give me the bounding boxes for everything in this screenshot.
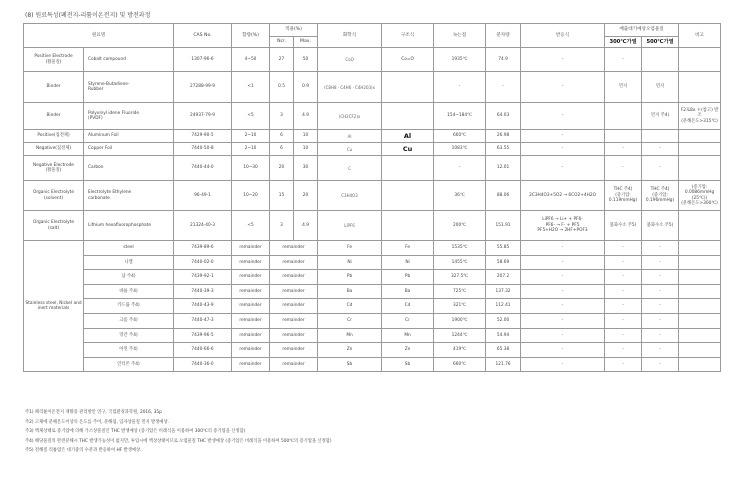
formula-cell: Ba [318,284,382,299]
name-cell: Carbon [84,156,174,181]
formula-cell: (C8H8 · C4H6 · C4H203)x [318,72,382,103]
header-melting: 녹는점 [434,24,486,48]
mw-cell: 207.2 [486,270,521,285]
cas-cell: 7440-50-8 [174,143,232,156]
min-cell: 15 [270,181,294,211]
content-cell: remainder [232,313,270,328]
cas-cell: 7439-96-5 [174,328,232,343]
mw-cell: 58.69 [486,255,521,270]
table-row [24,328,721,343]
reaction-cell: - [521,284,605,299]
gas-300-cell: - [605,48,642,72]
formula-cell: Al [318,130,382,143]
structure-cell [382,72,434,103]
reaction-cell: - [521,255,605,270]
remark-cell [679,284,721,299]
melting-cell: 725℃ [434,284,486,299]
category-cell: Positive(집전체) [24,130,84,143]
content-cell: remainder [232,241,270,256]
range-cell: remainder [270,270,318,285]
mw-cell: 74.9 [486,48,521,72]
structure-cell: Ba [382,284,434,299]
range-cell: remainder [270,255,318,270]
reaction-cell: - [521,130,605,143]
gas-300-cell: - [605,156,642,181]
gas-300-cell [605,130,642,143]
gas-300-cell: - [605,255,642,270]
name-cell: Styrene-Butadiene- Rubber [84,72,174,103]
remark-cell [679,48,721,72]
footnotes [25,408,332,456]
melting-cell: 660℃ [434,357,486,372]
gas-500-cell: - [642,241,679,256]
melting-cell: 1083℃ [434,143,486,156]
table-row [24,313,721,328]
max-cell: 20 [294,181,318,211]
content-cell: remainder [232,357,270,372]
range-cell: remainder [270,241,318,256]
melting-cell: 1900℃ [434,313,486,328]
table-row [24,255,721,270]
mw-cell: 88.06 [486,181,521,211]
formula-cell: (CH2CF2)x [318,103,382,130]
content-cell: 2~10 [232,130,270,143]
structure-cell: Cr [382,313,434,328]
content-cell: remainder [232,270,270,285]
name-cell: steel [84,241,174,256]
reaction-cell: - [521,143,605,156]
table-row [24,211,721,241]
formula-cell: Cu [318,143,382,156]
gas-300-cell: - [605,357,642,372]
cas-cell: 7429-90-5 [174,130,232,143]
category-cell: Organic Electrolyte (solvent) [24,181,84,211]
range-cell: remainder [270,357,318,372]
content-cell: remainder [232,343,270,358]
remark-cell [679,299,721,314]
reaction-cell: - [521,313,605,328]
header-content: 함량(%) [232,24,270,48]
structure-cell: Mn [382,328,434,343]
category-cell: Negative Electrode (활물질) [24,156,84,181]
table-row [24,130,721,143]
content-cell: <5 [232,103,270,130]
name-cell: Copper Foil [84,143,174,156]
gas-500-cell: - [642,284,679,299]
reaction-cell: - [521,103,605,130]
footnote: 주2) 고체에 분해온도이상의 온도를 주어, 분해됨, 입자상물질 먼지 발생예상. [25,419,169,425]
gas-500-cell: - [642,313,679,328]
category-cell: Organic Electrolyte (salt) [24,211,84,241]
gas-300-cell: - [605,241,642,256]
gas-300-cell: 먼지 [605,72,642,103]
melting-cell: 1935℃ [434,48,486,72]
structure-cell: Fe [382,241,434,256]
header-max: Max. [294,37,318,48]
gas-500-cell: - [642,270,679,285]
melting-cell: - [434,72,486,103]
content-cell: 10~30 [232,156,270,181]
mw-cell: 121.76 [486,357,521,372]
reaction-cell: - [521,270,605,285]
category-cell: Positive Electrode (활물질) [24,48,84,72]
structure-cell: Cd [382,299,434,314]
name-cell: 망간 주4) [84,328,174,343]
remark-cell [679,130,721,143]
formula-cell: Cd [318,299,382,314]
gas-300-cell: 불화수소 주5) [605,211,642,241]
mw-cell: 55.85 [486,241,521,256]
reaction-cell: - [521,72,605,103]
melting-cell: 1535℃ [434,241,486,256]
table-row [24,156,721,181]
table-row [24,103,721,130]
cas-cell: 96-49-1 [174,181,232,211]
table-row [24,48,721,72]
max-cell: 4.9 [294,103,318,130]
category-cell: Binder [24,72,84,103]
max-cell: 50 [294,48,318,72]
formula-cell: Sb [318,357,382,372]
remark-cell [679,328,721,343]
melting-cell: 327.5℃ [434,270,486,285]
cas-cell: 7440-43-9 [174,299,232,314]
range-cell: remainder [270,313,318,328]
gas-500-cell: - [642,343,679,358]
gas-500-cell: THC 주4) (증기압: 0.196mmHg) [642,181,679,211]
gas-500-cell: - [642,299,679,314]
reaction-cell: LiPF6 → Li+ + PF6- PF6- → F- + PF5 PF5+H2O → 2HF+POF3 [521,211,605,241]
reaction-cell: - [521,343,605,358]
range-cell: remainder [270,284,318,299]
content-cell: 10~20 [232,181,270,211]
material-properties-table [23,23,721,372]
gas-300-cell: - [605,343,642,358]
remark-cell [679,72,721,103]
range-cell: remainder [270,328,318,343]
table-body [24,48,721,372]
name-cell: 니켈 [84,255,174,270]
name-cell: 아연 주4) [84,343,174,358]
name-cell: Cobalt compound [84,48,174,72]
mw-cell: - [486,72,521,103]
gas-500-cell: - [642,143,679,156]
remark-cell [679,357,721,372]
formula-cell: LiPF6 [318,211,382,241]
range-cell: remainder [270,343,318,358]
content-cell: remainder [232,328,270,343]
table-row [24,143,721,156]
reaction-cell: - [521,156,605,181]
min-cell: 6 [270,143,294,156]
content-cell: remainder [232,255,270,270]
formula-cell: Fe [318,241,382,256]
melting-cell: 1244℃ [434,328,486,343]
structure-cell: Cu [382,143,434,156]
gas-500-cell: 먼지 주4) [642,103,679,130]
formula-cell: C [318,156,382,181]
remark-cell [679,211,721,241]
cas-cell: 7440-02-0 [174,255,232,270]
cas-cell: 7440-66-6 [174,343,232,358]
structure-cell: Ni [382,255,434,270]
melting-cell: 1455℃ [434,255,486,270]
remark-cell [679,313,721,328]
mw-cell: 137.32 [486,284,521,299]
min-cell: 6 [270,130,294,143]
header-structure: 구조식 [382,24,434,48]
formula-cell: CoO [318,48,382,72]
name-cell: 납 주4) [84,270,174,285]
melting-cell: 36℃ [434,181,486,211]
melting-cell: 419℃ [434,343,486,358]
table-row [24,181,721,211]
structure-cell [382,211,434,241]
gas-500-cell: - [642,156,679,181]
content-cell: <5 [232,211,270,241]
footnote: 주5) 전해질 리튬염은 대기중의 수분과 반응하여 HF 발생예상. [25,448,142,454]
category-cell: Negative(집전체) [24,143,84,156]
cas-cell: 24937-79-9 [174,103,232,130]
gas-500-cell: 불화수소 주5) [642,211,679,241]
remark-cell: (증기압: 0.0086mmHg (25℃)) (분해온도>300℃) [679,181,721,211]
name-cell: Lithium hexafluorophosphate [84,211,174,241]
header-range: 적용(%) [270,24,318,37]
mw-cell: 54.94 [486,328,521,343]
melting-cell: 154~184℃ [434,103,486,130]
header-formula: 화학식 [318,24,382,48]
name-cell: 크롬 주4) [84,313,174,328]
content-cell: <1 [232,72,270,103]
footnote: 주1) 폐리튬이온전지 재활용 관리방안 연구, 국립환경과학원, 2016, 35p [25,410,162,415]
melting-cell: - [434,156,486,181]
name-cell: Polyvinyl idene Fluoride (PVDF) [84,103,174,130]
remark-cell [679,255,721,270]
table-row [24,343,721,358]
gas-500-cell: - [642,357,679,372]
mw-cell: 65.38 [486,343,521,358]
content-cell: remainder [232,284,270,299]
formula-cell: Ni [318,255,382,270]
reaction-cell: - [521,328,605,343]
header-cas: CAS No. [174,24,232,48]
structure-cell [382,156,434,181]
gas-500-cell: - [642,328,679,343]
cas-cell: 27288-99-9 [174,72,232,103]
cas-cell: 7440-44-0 [174,156,232,181]
name-cell: 안티몬 주4) [84,357,174,372]
max-cell: 4.9 [294,211,318,241]
content-cell: 2~10 [232,143,270,156]
section-heading: (8) 원료특성(폐전지-리튬이온전지) 및 방전과정 [25,12,151,19]
gas-300-cell: - [605,284,642,299]
header-gas-500: 500℃가열 [642,37,679,48]
name-cell: Electrolyte Ethylene carbonate [84,181,174,211]
structure-cell: Zn [382,343,434,358]
footnote: 주4) 해당물질의 완전분해시 THC 발생가능성이 없지만, 투입시에 액상상태이므로 오염물질 THC 발생예상 (증기압은 비례식을 이용하여 500℃의 증기압을 산정함) [25,438,332,444]
gas-300-cell [605,103,642,130]
mw-cell: 26.98 [486,130,521,143]
structure-cell: Sb [382,357,434,372]
remark-cell [679,156,721,181]
table-row [24,357,721,372]
name-cell: 카드뮴 주4) [84,299,174,314]
structure-cell [382,181,434,211]
gas-500-cell [642,48,679,72]
content-cell: 4~50 [232,48,270,72]
table-row [24,299,721,314]
max-cell: 10 [294,130,318,143]
max-cell: 0.9 [294,72,318,103]
melting-cell: 321℃ [434,299,486,314]
mw-cell: 151.91 [486,211,521,241]
header-mw: 분자량 [486,24,521,48]
remark-cell [679,241,721,256]
header-gas-group: 배출대기예상오염물질 [605,24,679,37]
structure-cell: Co=O [382,48,434,72]
formula-cell: C3H4O3 [318,181,382,211]
cas-cell: 1307-96-6 [174,48,232,72]
mw-cell: 112.41 [486,299,521,314]
footnote: 주3) 액체상태로 증기압에 의해 가스상물질인 THC 발생예상 (증기압은 비례식을 이용하여 300℃의 증기압을 산정함) [25,429,246,435]
formula-cell: Cr [318,313,382,328]
structure-cell [382,103,434,130]
cas-cell: 7439-89-6 [174,241,232,256]
max-cell: 10 [294,143,318,156]
reaction-cell: - [521,299,605,314]
name-cell: Aluminum Foil [84,130,174,143]
remark-cell [679,343,721,358]
table-row [24,284,721,299]
cas-cell: 7440-39-3 [174,284,232,299]
range-cell: remainder [270,299,318,314]
remark-cell [679,270,721,285]
reaction-cell: - [521,357,605,372]
header-material: 원료명 [24,24,174,48]
gas-300-cell: - [605,313,642,328]
gas-500-cell [642,130,679,143]
table-row [24,241,721,256]
structure-cell: Pb [382,270,434,285]
min-cell: 3 [270,211,294,241]
category-cell: Binder [24,103,84,130]
gas-300-cell: - [605,299,642,314]
cas-cell: 7440-47-3 [174,313,232,328]
mw-cell: 63.55 [486,143,521,156]
remark-cell: F2로8x ＊(참고) 발조 (분해온도>315℃) [679,103,721,130]
melting-cell: 660℃ [434,130,486,143]
min-cell: 20 [270,156,294,181]
table-row [24,72,721,103]
table-row [24,270,721,285]
mw-cell: 64.03 [486,103,521,130]
gas-300-cell: - [605,328,642,343]
remark-cell [679,143,721,156]
mw-cell: 12.01 [486,156,521,181]
gas-300-cell: - [605,143,642,156]
content-cell: remainder [232,299,270,314]
cas-cell: 7439-92-1 [174,270,232,285]
gas-500-cell: 먼지 [642,72,679,103]
metals-category-cell: Stainless steel, Nickel and inert materials [24,241,84,372]
header-min: Ncr. [270,37,294,48]
mw-cell: 52.00 [486,313,521,328]
header-gas-300: 300℃가열 [605,37,642,48]
reaction-cell: - [521,241,605,256]
min-cell: 27 [270,48,294,72]
formula-cell: Zn [318,343,382,358]
max-cell: 30 [294,156,318,181]
melting-cell: 200℃ [434,211,486,241]
reaction-cell: 2C3H4O3+5O2 → 6CO2+4H2O [521,181,605,211]
structure-cell: Al [382,130,434,143]
cas-cell: 7440-36-0 [174,357,232,372]
reaction-cell: - [521,48,605,72]
formula-cell: Mn [318,328,382,343]
gas-300-cell: - [605,270,642,285]
header-remark: 비고 [679,24,721,48]
formula-cell: Pb [318,270,382,285]
min-cell: 3 [270,103,294,130]
gas-500-cell: - [642,255,679,270]
min-cell: 0.5 [270,72,294,103]
name-cell: 바륨 주4) [84,284,174,299]
header-reaction: 반응식 [521,24,605,48]
cas-cell: 21324-40-3 [174,211,232,241]
gas-300-cell: THC 주4) (증기압: 0.119mmHg) [605,181,642,211]
